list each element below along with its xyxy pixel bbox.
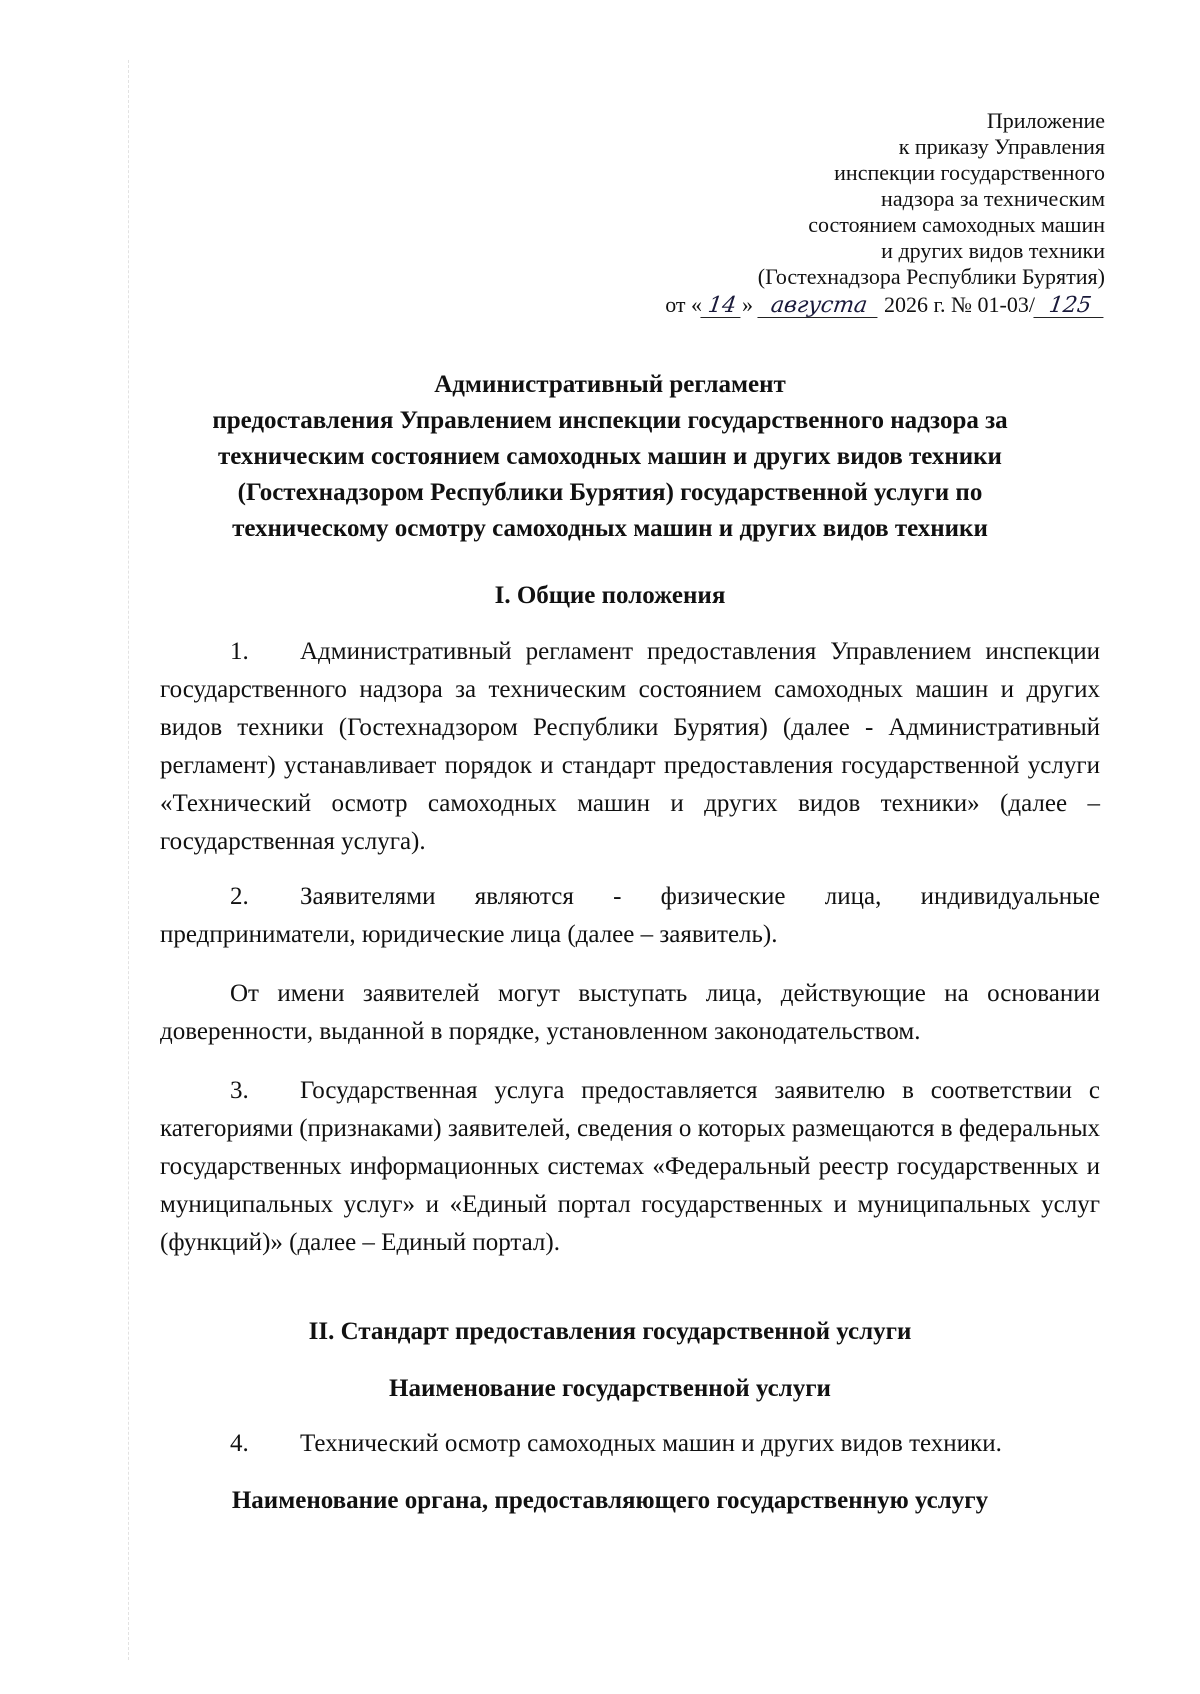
header-line: инспекции государственного <box>834 160 1105 185</box>
handwritten-day: 14 <box>700 295 743 318</box>
paragraph-2b <box>160 975 1100 1051</box>
paragraph-text: Административный регламент предоставления Управлением инспекции государственного надзора за техническим состоянием самоходных машин и других видов техники (Гостехнадзором Республики Бурятия) (далее - Административный регламент) устанавливает порядок и стандарт предоставления государственной услуги «Технический осмотр самоходных машин и других видов техники» (далее – государственная услуга). <box>160 638 1100 855</box>
title-line: техническому осмотру самоходных машин и других видов техники <box>232 515 988 542</box>
order-date-line <box>585 292 1105 318</box>
paragraph-text: От имени заявителей могут выступать лица, действующие на основании доверенности, выданной в порядке, установленном законодательством. <box>160 980 1100 1045</box>
title-line: (Гостехнадзором Республики Бурятия) государственной услуги по <box>237 479 983 506</box>
header-line: состоянием самоходных машин <box>808 212 1105 237</box>
section-heading: I. Общие положения <box>494 582 726 609</box>
header-line: (Гостехнадзора Республики Бурятия) <box>757 264 1105 289</box>
paragraph-1 <box>160 633 1100 861</box>
title-line: Административный регламент <box>434 371 786 398</box>
subsection-heading: Наименование государственной услуги <box>389 1375 831 1402</box>
paragraph-2 <box>160 878 1100 954</box>
paragraph-number: 2. <box>230 883 249 910</box>
paragraph-text: Заявителями являются - физические лица, индивидуальные предприниматели, юридические лица (далее – заявитель). <box>160 883 1100 948</box>
header-line: Приложение <box>986 108 1105 133</box>
section-heading: II. Стандарт предоставления государственной услуги <box>308 1318 912 1345</box>
paragraph-number: 1. <box>230 638 249 665</box>
title-line: техническим состоянием самоходных машин и других видов техники <box>218 443 1002 470</box>
date-mid: » <box>742 292 754 317</box>
paragraph-3 <box>160 1072 1100 1262</box>
subsection-heading: Наименование органа, предоставляющего государственную услугу <box>231 1487 989 1514</box>
scan-margin-marks <box>128 60 131 1660</box>
header-line: и других видов техники <box>881 238 1105 263</box>
date-prefix: от « <box>665 292 703 317</box>
header-line: к приказу Управления <box>898 134 1105 159</box>
document-title <box>150 367 1070 547</box>
paragraph-text: Технический осмотр самоходных машин и других видов техники. <box>300 1430 1002 1457</box>
paragraph-4 <box>160 1425 1100 1463</box>
handwritten-order-number: 125 <box>1033 295 1106 318</box>
title-line: предоставления Управлением инспекции государственного надзора за <box>212 407 1008 434</box>
header-line: надзора за техническим <box>881 186 1105 211</box>
date-year: 2026 г. № 01-03/ <box>884 292 1035 317</box>
appendix-header <box>585 108 1105 318</box>
handwritten-month: августа <box>757 295 880 318</box>
paragraph-text: Государственная услуга предоставляется заявителю в соответствии с категориями (признаками) заявителей, сведения о которых размещаются в федеральных государственных информационных системах «Федеральный реестр государственных и муниципальных услуг» и «Единый портал государственных и муниципальных услуг (функций)» (далее – Единый портал). <box>160 1077 1100 1256</box>
paragraph-number: 4. <box>230 1430 249 1457</box>
paragraph-number: 3. <box>230 1077 249 1104</box>
